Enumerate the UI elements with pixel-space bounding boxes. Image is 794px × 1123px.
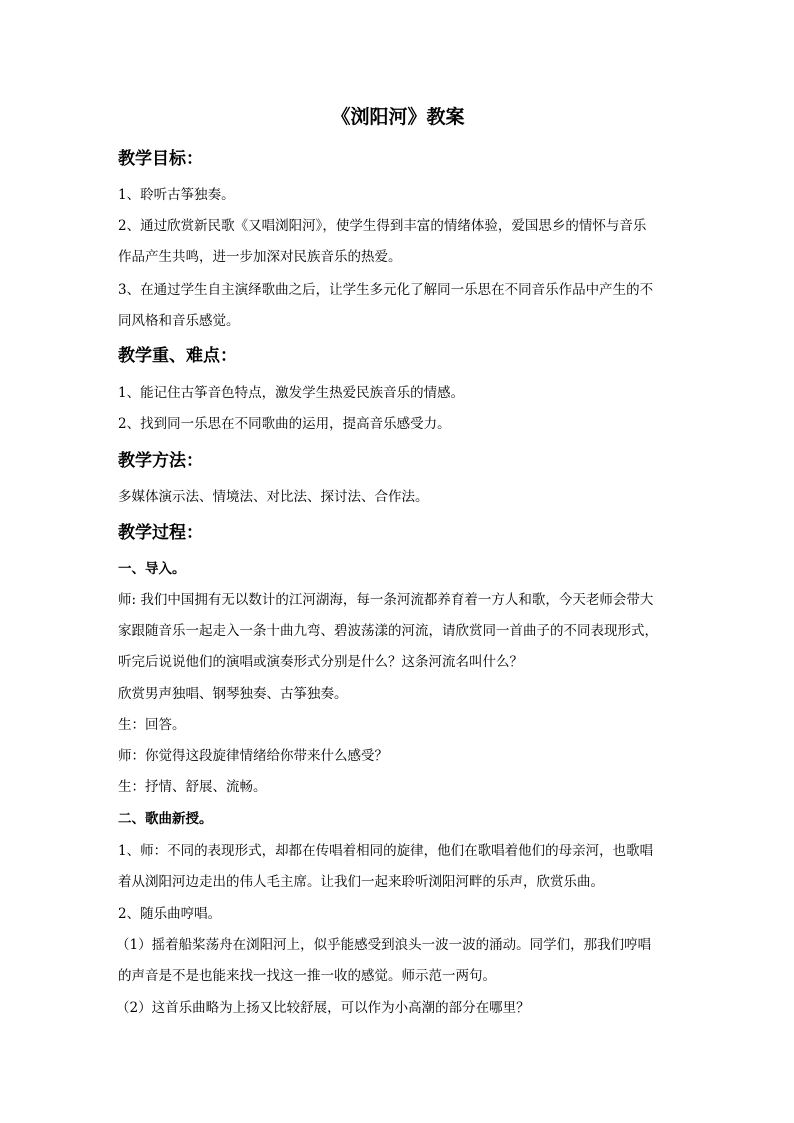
objectives-line-2: 2、通过欣赏新民歌《又唱浏阳河》，使学生得到丰富的情绪体验，爱国思乡的情怀与音乐	[118, 218, 647, 234]
process-part2-line-4: （1）摇着船桨荡舟在浏阳河上，似乎能感受到浪头一波一波的涌动。同学们，那我们哼唱	[116, 937, 652, 953]
methods-line-1: 多媒体演示法、情境法、对比法、探讨法、合作法。	[118, 489, 429, 505]
process-part1-line-2: 家跟随音乐一起走入一条十曲九弯、碧波荡漾的河流，请欣赏同一首曲子的不同表现形式，	[118, 623, 658, 639]
process-part1-line-5: 生：回答。	[118, 717, 186, 733]
objectives-line-5: 同风格和音乐感觉。	[118, 313, 240, 329]
document-title: 《浏阳河》教案	[331, 106, 465, 128]
process-part1-line-4: 欣赏男声独唱、钢琴独奏、古筝独奏。	[118, 686, 348, 702]
process-part1-line-6: 师：你觉得这段旋律情绪给你带来什么感受？	[118, 748, 388, 764]
key-points-heading: 教学重、难点：	[118, 346, 237, 366]
objectives-line-3: 作品产生共鸣，进一步加深对民族音乐的热爱。	[118, 249, 402, 265]
objectives-heading: 教学目标：	[118, 149, 203, 169]
key-points-line-2: 2、找到同一乐思在不同歌曲的运用，提高音乐感受力。	[118, 416, 451, 432]
process-part2-line-1: 1、师：不同的表现形式，却都在传唱着相同的旋律，他们在歌唱着他们的母亲河，也歌唱	[118, 843, 654, 859]
process-part1-line-7: 生：抒情、舒展、流畅。	[118, 779, 267, 795]
process-part1-line-1: 师: 我们中国拥有无以数计的江河湖海，每一条河流都养育着一方人和歌，今天老师会带大	[118, 592, 654, 608]
process-part2-line-3: 2、随乐曲哼唱。	[118, 906, 222, 922]
process-heading: 教学过程：	[118, 523, 203, 543]
process-part1-line-3: 听完后说说他们的演唱或演奏形式分别是什么？这条河流名叫什么？	[118, 654, 523, 670]
document-page	[118, 0, 678, 1123]
objectives-line-4: 3、在通过学生自主演绎歌曲之后，让学生多元化了解同一乐思在不同音乐作品中产生的不	[118, 282, 654, 298]
process-part2-heading: 二、歌曲新授。	[118, 811, 213, 827]
process-part2-line-2: 着从浏阳河边走出的伟人毛主席。让我们一起来聆听浏阳河畔的乐声，欣赏乐曲。	[118, 874, 604, 890]
process-part2-line-5: 的声音是不是也能来找一找这一推一收的感觉。师示范一两句。	[118, 968, 496, 984]
process-part1-heading: 一、导入。	[118, 561, 186, 577]
objectives-line-1: 1、聆听古筝独奏。	[118, 187, 235, 203]
process-part2-line-6: （2）这首乐曲略为上扬又比较舒展，可以作为小高潮的部分在哪里？	[116, 1000, 530, 1016]
key-points-line-1: 1、能记住古筝音色特点，激发学生热爱民族音乐的情感。	[118, 385, 465, 401]
methods-heading: 教学方法：	[118, 451, 203, 471]
